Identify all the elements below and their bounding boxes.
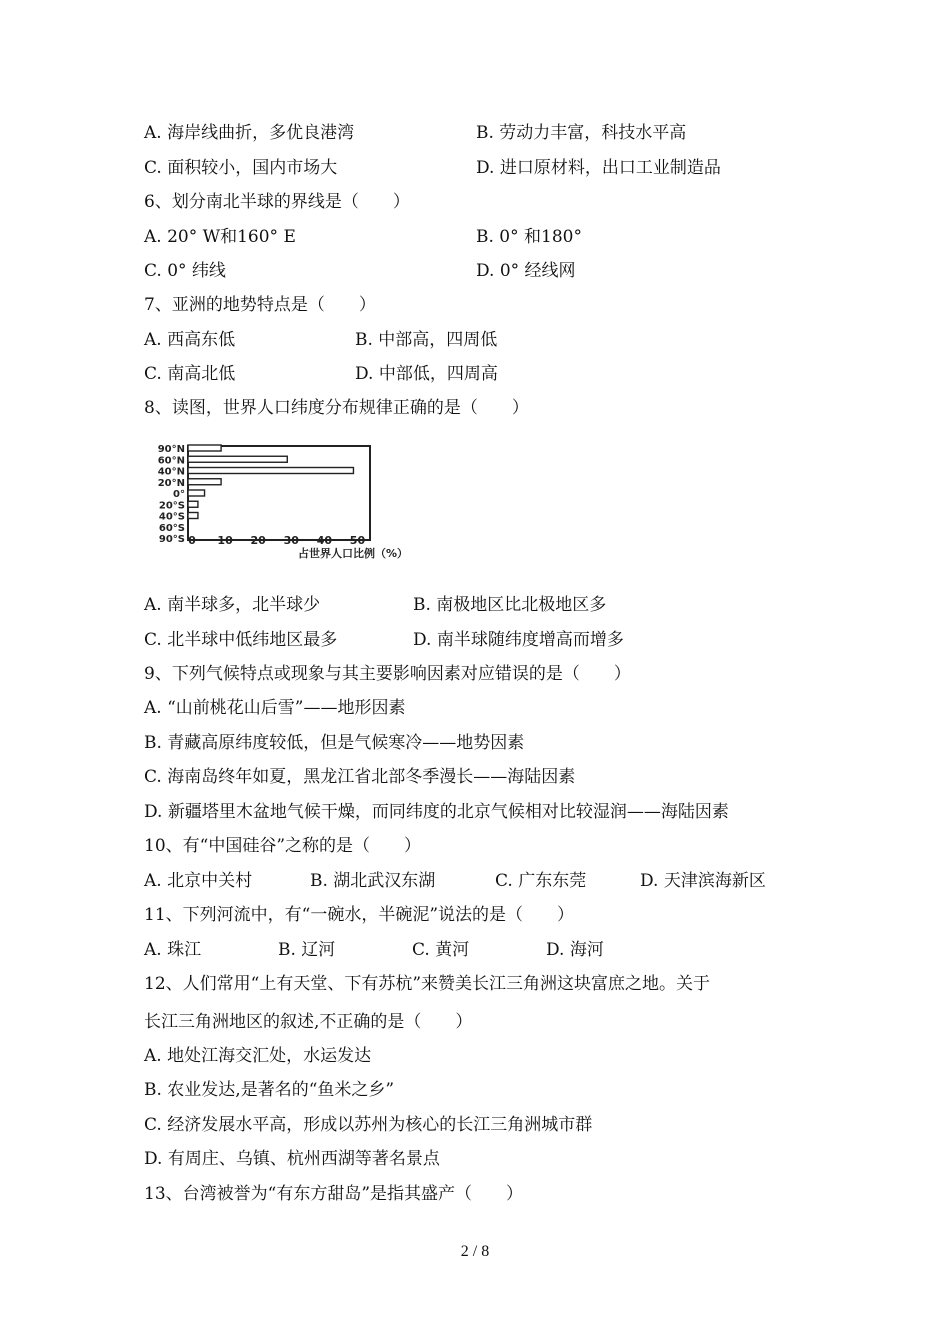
chart-latitude-label: 90°S <box>158 534 185 545</box>
q10-option-c: C. 广东东莞 <box>495 871 587 891</box>
q11-option-b: B. 辽河 <box>278 940 336 960</box>
q8-option-b: B. 南极地区比北极地区多 <box>413 595 607 615</box>
chart-latitude-label: 40°S <box>158 511 185 523</box>
chart-x-tick-label: 30 <box>283 534 299 547</box>
q7-option-a: A. 西高东低 <box>144 330 236 350</box>
q11-option-d: D. 海河 <box>546 940 604 960</box>
q11-option-c: C. 黄河 <box>412 940 470 960</box>
q8-option-a: A. 南半球多，北半球少 <box>144 595 321 615</box>
q7-stem: 7、亚洲的地势特点是（ ） <box>144 295 376 315</box>
chart-x-tick-label: 0 <box>188 534 196 547</box>
q6-option-c: C. 0° 纬线 <box>144 261 226 281</box>
q9-option-c: C. 海南岛终年如夏，黑龙江省北部冬季漫长——海陆因素 <box>144 767 576 787</box>
population-latitude-chart <box>148 440 448 564</box>
q8-option-d: D. 南半球随纬度增高而增多 <box>413 630 624 650</box>
chart-latitude-label: 60°N <box>157 455 185 467</box>
q12-stem-line2: 长江三角洲地区的叙述,不正确的是（ ） <box>144 1012 473 1032</box>
q7-option-d: D. 中部低，四周高 <box>355 364 498 384</box>
chart-x-axis-label: 占世界人口比例（%） <box>297 547 409 560</box>
chart-bar <box>188 479 221 485</box>
q5-option-d: D. 进口原材料，出口工业制造品 <box>476 158 721 178</box>
q9-option-a: A. “山前桃花山后雪”——地形因素 <box>144 698 406 718</box>
chart-bar <box>188 513 198 519</box>
q12-stem-line1: 12、人们常用“上有天堂、下有苏杭”来赞美长江三角洲这块富庶之地。关于 <box>144 974 711 994</box>
chart-x-tick-label: 20 <box>250 534 266 547</box>
q6-option-d: D. 0° 经线网 <box>476 261 576 281</box>
chart-latitude-label: 40°N <box>157 466 185 478</box>
q12-option-d: D. 有周庄、乌镇、杭州西湖等著名景点 <box>144 1149 440 1169</box>
q8-option-c: C. 北半球中低纬地区最多 <box>144 630 338 650</box>
chart-latitude-label: 90°N <box>157 444 185 455</box>
q5-option-c: C. 面积较小，国内市场大 <box>144 158 338 178</box>
q10-option-a: A. 北京中关村 <box>144 871 253 891</box>
chart-latitude-label: 20°N <box>157 477 185 489</box>
q10-option-b: B. 湖北武汉东湖 <box>310 871 436 891</box>
q6-stem: 6、划分南北半球的界线是（ ） <box>144 192 410 212</box>
chart-x-tick-label: 40 <box>316 534 333 547</box>
q11-stem: 11、下列河流中，有“一碗水，半碗泥”说法的是（ ） <box>144 905 575 925</box>
q7-option-b: B. 中部高，四周低 <box>355 330 498 350</box>
chart-bar <box>188 468 353 474</box>
q10-option-d: D. 天津滨海新区 <box>640 871 766 891</box>
chart-latitude-label: 0° <box>173 489 185 500</box>
chart-latitude-label: 60°S <box>158 522 185 534</box>
chart-bar <box>188 456 287 462</box>
q6-option-b: B. 0° 和180° <box>476 227 582 247</box>
q9-option-b: B. 青藏高原纬度较低，但是气候寒冷——地势因素 <box>144 733 525 753</box>
q5-option-b: B. 劳动力丰富，科技水平高 <box>476 123 687 143</box>
q9-stem: 9、下列气候特点或现象与其主要影响因素对应错误的是（ ） <box>144 664 631 684</box>
q11-option-a: A. 珠江 <box>144 940 202 960</box>
page-number: 2 / 8 <box>460 1243 490 1260</box>
q8-stem: 8、读图，世界人口纬度分布规律正确的是（ ） <box>144 398 529 418</box>
q12-option-a: A. 地处江海交汇处，水运发达 <box>144 1046 372 1066</box>
q12-option-b: B. 农业发达,是著名的“鱼米之乡” <box>144 1080 395 1100</box>
chart-bar <box>188 501 198 507</box>
chart-bar <box>188 445 221 451</box>
q13-stem: 13、台湾被誉为“有东方甜岛”是指其盛产（ ） <box>144 1184 524 1204</box>
q5-option-a: A. 海岸线曲折，多优良港湾 <box>144 123 355 143</box>
q7-option-c: C. 南高北低 <box>144 364 236 384</box>
q6-option-a: A. 20° W和160° E <box>144 227 296 247</box>
chart-x-tick-label: 10 <box>217 534 233 547</box>
chart-x-tick-label: 50 <box>349 534 366 547</box>
chart-bar <box>188 490 205 496</box>
chart-latitude-label: 20°S <box>158 500 185 512</box>
q10-stem: 10、有“中国硅谷”之称的是（ ） <box>144 836 422 856</box>
q9-option-d: D. 新疆塔里木盆地气候干燥，而同纬度的北京气候相对比较湿润——海陆因素 <box>144 802 729 822</box>
q12-option-c: C. 经济发展水平高，形成以苏州为核心的长江三角洲城市群 <box>144 1115 593 1135</box>
